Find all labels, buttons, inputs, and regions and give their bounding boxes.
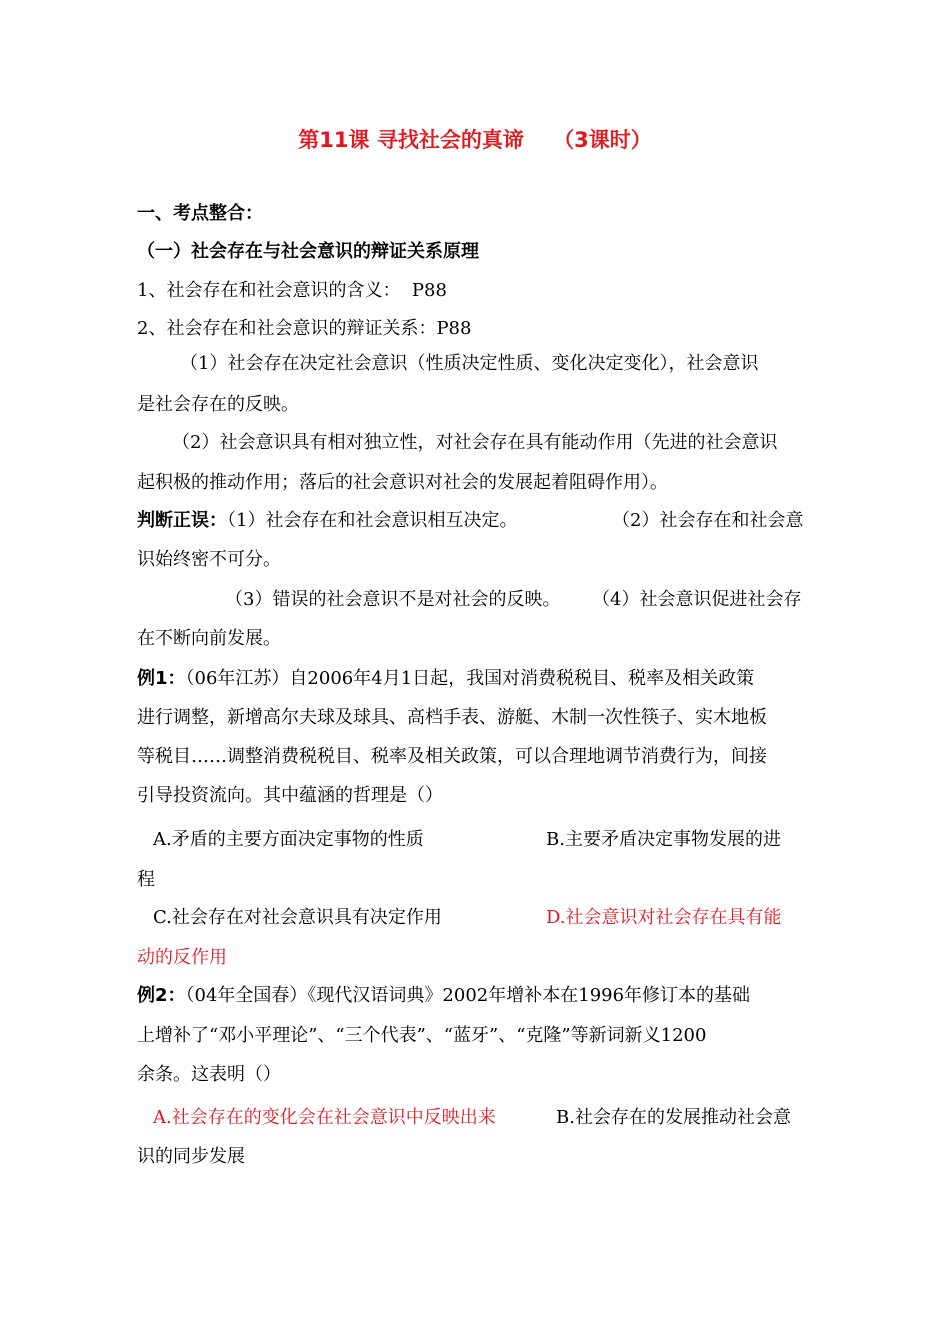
example-2-option-b: B.社会存在的发展推动社会意 (556, 1107, 791, 1128)
example-2-option-a: A.社会存在的变化会在社会意识中反映出来 (153, 1107, 496, 1128)
title-hours: （3课时） (553, 128, 652, 152)
judge-q2-line-1: （2）社会存在和社会意 (612, 510, 804, 531)
judge-q4-line-1: （4）社会意识促进社会存 (592, 589, 802, 610)
judge-row-1 (137, 509, 517, 533)
example-1-line-1: 例1：（06年江苏）自2006年4月1日起，我国对消费税税目、税率及相关政策 (137, 668, 755, 689)
example-1-option-a: A.矛盾的主要方面决定事物的性质 (153, 829, 424, 850)
title-main: 第11课 寻找社会的真谛 (298, 128, 524, 152)
section-heading: 一、考点整合： (137, 203, 263, 224)
subsection-heading: （一）社会存在与社会意识的辩证关系原理 (137, 241, 479, 262)
example-1-option-c: C.社会存在对社会意识具有决定作用 (153, 907, 442, 928)
item-2: 2、社会存在和社会意识的辩证关系：P88 (137, 318, 472, 339)
example-1-option-b: B.主要矛盾决定事物发展的进 (546, 829, 781, 850)
example-2-line-3: 余条。这表明（） (137, 1064, 281, 1085)
point-2-line-2: 起积极的推动作用；落后的社会意识对社会的发展起着阻碍作用）。 (137, 472, 668, 493)
item-1: 1、社会存在和社会意识的含义： P88 (137, 280, 447, 301)
judge-q4-line-2: 在不断向前发展。 (137, 628, 281, 649)
point-1-line-1: （1）社会存在决定社会意识（性质决定性质、变化决定变化），社会意识 (180, 353, 759, 374)
page-title (0, 124, 950, 154)
judge-q2-line-2: 识始终密不可分。 (137, 549, 281, 570)
judge-q1: （1）社会存在和社会意识相互决定。 (227, 510, 518, 531)
example-1-line-2: 进行调整，新增高尔夫球及球具、高档手表、游艇、木制一次性筷子、实木地板 (137, 707, 767, 728)
example-2-line-2: 上增补了“邓小平理论”、“三个代表”、“蓝牙”、“克隆”等新词新义1200 (137, 1025, 707, 1046)
example-1-option-d: D.社会意识对社会存在具有能 (546, 907, 782, 928)
judge-q3: （3）错误的社会意识不是对社会的反映。 (225, 589, 561, 610)
example-1-option-b-cont: 程 (137, 869, 155, 890)
example-1-option-d-cont: 动的反作用 (137, 947, 227, 968)
example-1-line-3: 等税目……调整消费税税目、税率及相关政策，可以合理地调节消费行为，间接 (137, 746, 767, 767)
example-2-option-b-cont: 识的同步发展 (137, 1146, 245, 1167)
point-2-line-1: （2）社会意识具有相对独立性，对社会存在具有能动作用（先进的社会意识 (172, 432, 778, 453)
example-2-line-1: 例2：（04年全国春）《现代汉语词典》2002年增补本在1996年修订本的基础 (137, 985, 751, 1006)
judge-label: 判断正误： (137, 510, 227, 531)
example-2-label: 例2： (137, 985, 186, 1006)
example-1-line-4: 引导投资流向。其中蕴涵的哲理是（） (137, 785, 443, 806)
point-1-line-2: 是社会存在的反映。 (137, 394, 299, 415)
example-1-label: 例1： (137, 668, 186, 689)
